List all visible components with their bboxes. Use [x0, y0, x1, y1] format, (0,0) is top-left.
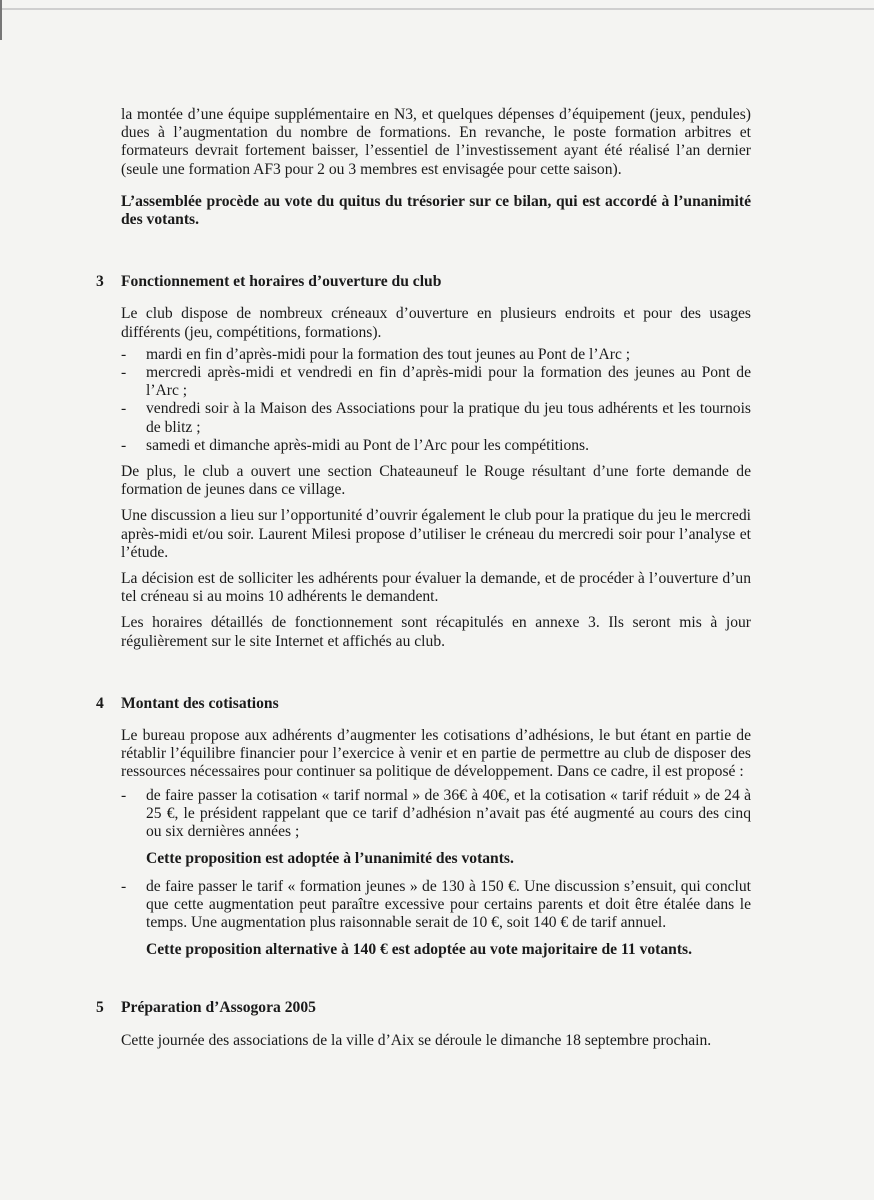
section-3-paragraph-4: La décision est de solliciter les adhérents pour évaluer la demande, et de procéder à l’ouverture d’un tel créneau si au moins 10 adhérents le demandent.	[121, 570, 751, 606]
list-item: - mercredi après-midi et vendredi en fin d’après-midi pour la formation des jeunes au Pont de l’Arc ;	[121, 364, 751, 400]
section-5-paragraph-1: Cette journée des associations de la ville d’Aix se déroule le dimanche 18 septembre prochain.	[121, 1031, 712, 1049]
list-item: - samedi et dimanche après-midi au Pont de l’Arc pour les compétitions.	[121, 436, 590, 454]
section-3-heading	[96, 273, 751, 291]
page-left-edge	[0, 0, 2, 40]
fees-vote-2: Cette proposition alternative à 140 € est adoptée au vote majoritaire de 11 votants.	[146, 941, 692, 959]
list-item: - vendredi soir à la Maison des Associations pour la pratique du jeu tous adhérents et les tournois de blitz ;	[121, 400, 751, 436]
list-item: - mardi en fin d’après-midi pour la formation des tout jeunes au Pont de l’Arc ;	[121, 345, 631, 363]
section-3-number: 3	[96, 273, 104, 291]
list-item: - de faire passer le tarif « formation jeunes » de 130 à 150 €. Une discussion s’ensuit, qui conclut que cette augmentation peut paraître excessive pour certains parents et doit être étalée dans le temps. Une augmentation plus raisonnable serait de 10 €, soit 140 € de tarif annuel.	[121, 877, 751, 931]
opening-hours-list	[121, 346, 751, 455]
fees-list-2	[121, 878, 751, 933]
section-5-title: Préparation d’Assogora 2005	[121, 999, 316, 1017]
section-4-number: 4	[96, 694, 104, 712]
section-4-title: Montant des cotisations	[121, 694, 279, 712]
section-4-paragraph-1: Le bureau propose aux adhérents d’augmenter les cotisations d’adhésions, le but étant en partie de rétablir l’équilibre financier pour l’exercice à venir et en partie de permettre au club de disposer des ressources nécessaires pour continuer sa politique de développement. Dans ce cadre, il est proposé :	[121, 727, 751, 781]
fees-vote-1: Cette proposition est adoptée à l’unanimité des votants.	[146, 850, 514, 868]
treasurer-vote: L’assemblée procède au vote du quitus du trésorier sur ce bilan, qui est accordé à l’unanimité des votants.	[121, 192, 751, 229]
section-3-paragraph-1: Le club dispose de nombreux créneaux d’ouverture en plusieurs endroits et pour des usages différents (jeu, compétitions, formations).	[121, 305, 751, 341]
section-3-paragraph-2: De plus, le club a ouvert une section Chateauneuf le Rouge résultant d’une forte demande de formation de jeunes dans ce village.	[121, 463, 751, 499]
section-3-paragraph-5: Les horaires détaillés de fonctionnement sont récapitulés en annexe 3. Ils seront mis à jour régulièrement sur le site Internet et affichés au club.	[121, 614, 751, 650]
list-item: - de faire passer la cotisation « tarif normal » de 36€ à 40€, et la cotisation « tarif réduit » de 24 à 25 €, le président rappelant que ce tarif d’adhésion n’avait pas été augmenté au cours des cinq ou six dernières années ;	[121, 786, 751, 841]
section-3-paragraph-3: Une discussion a lieu sur l’opportunité d’ouvrir également le club pour la pratique du jeu le mercredi après-midi et/ou soir. Laurent Milesi propose d’utiliser le créneau du mercredi soir pour l’analyse et l’étude.	[121, 507, 751, 561]
section-5-heading	[96, 999, 751, 1017]
section-4-heading	[96, 694, 751, 713]
page-top-edge	[0, 8, 874, 10]
fees-list	[121, 787, 751, 842]
document-body	[96, 106, 751, 1050]
section-5-number: 5	[96, 999, 104, 1017]
intro-paragraph: la montée d’une équipe supplémentaire en N3, et quelques dépenses d’équipement (jeux, pendules) dues à l’augmentation du nombre de formations. En revanche, le poste formation arbitres et formateurs devrait fortement baisser, l’essentiel de l’investissement ayant été réalisé l’an dernier (seule une formation AF3 pour 2 ou 3 membres est envisagée pour cette saison).	[121, 106, 751, 178]
section-3-title: Fonctionnement et horaires d’ouverture du club	[121, 273, 442, 291]
